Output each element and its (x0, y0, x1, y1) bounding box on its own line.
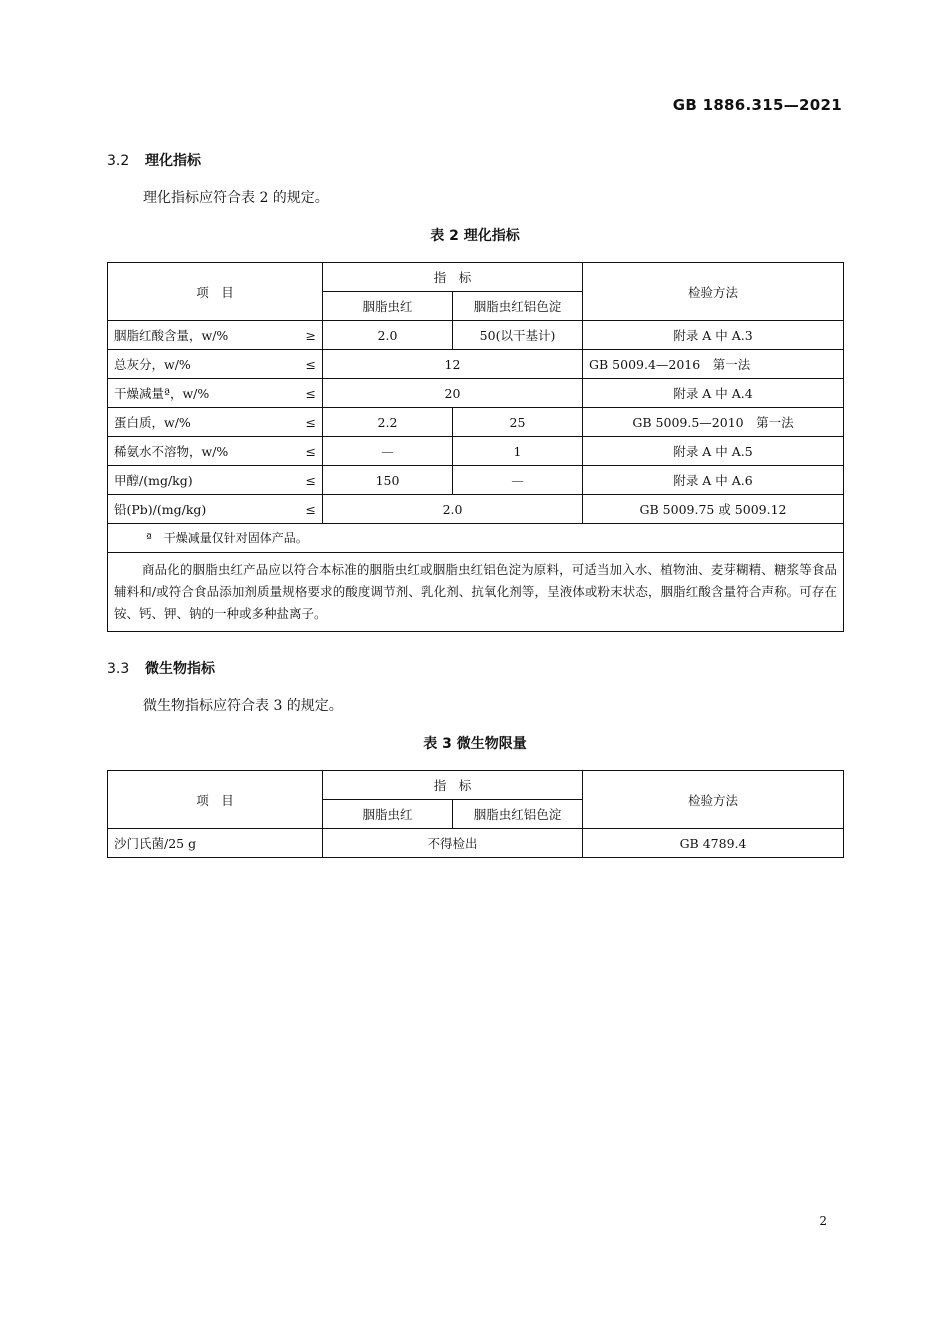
row-method: 附录 A 中 A.6 (583, 466, 844, 495)
table-row (108, 829, 844, 858)
row-method: 附录 A 中 A.4 (583, 379, 844, 408)
row-item (108, 379, 323, 408)
row-comparison-symbol: ≤ (305, 385, 316, 401)
row-item (108, 495, 323, 524)
row-value-a: 2.0 (323, 321, 453, 350)
section-3-2-heading (107, 150, 201, 170)
header-index: 指 标 (323, 263, 583, 292)
row-value-both: 20 (323, 379, 583, 408)
row-method: GB 5009.5—2010 第一法 (583, 408, 844, 437)
row-value-a: 2.2 (323, 408, 453, 437)
page-number: 2 (819, 1214, 827, 1228)
row-item (108, 829, 323, 858)
section-3-3-paragraph: 微生物指标应符合表 3 的规定。 (143, 698, 343, 714)
row-item (108, 408, 323, 437)
row-comparison-symbol: ≤ (305, 501, 316, 517)
table-2-caption: 表 2 理化指标 (430, 228, 520, 244)
row-item-wrap (114, 834, 316, 852)
row-value-b: 1 (453, 437, 583, 466)
table-row (108, 466, 844, 495)
row-item-label: 稀氨水不溶物，w/% (114, 444, 229, 459)
row-value-both: 12 (323, 350, 583, 379)
section-number: 3.2 (107, 153, 130, 169)
table-3-body (108, 829, 844, 858)
table-2-note: 商品化的胭脂虫红产品应以符合本标准的胭脂虫红或胭脂虫红铝色淀为原料，可适当加入水、植物油、麦芽糊精、糖浆等食品辅料和/或符合食品添加剂质量规格要求的酸度调节剂、乳化剂、抗氧化剂等，呈液体或粉末状态，胭脂红酸含量符合声称。可存在铵、钙、钾、钠的一种或多种盐离子。 (108, 553, 844, 632)
row-value-b: 50(以干基计) (453, 321, 583, 350)
header-item: 项 目 (108, 771, 323, 829)
row-item-wrap (114, 471, 316, 489)
row-value-both: 2.0 (323, 495, 583, 524)
header-col-a: 胭脂虫红 (323, 800, 453, 829)
row-comparison-symbol: ≤ (305, 472, 316, 488)
header-col-a: 胭脂虫红 (323, 292, 453, 321)
row-value-a: 150 (323, 466, 453, 495)
table-row (108, 495, 844, 524)
row-item-wrap (114, 442, 316, 460)
table-row (108, 350, 844, 379)
row-item-wrap (114, 413, 316, 431)
section-title: 理化指标 (145, 153, 201, 169)
table-3-caption: 表 3 微生物限量 (423, 736, 527, 752)
table-row (108, 437, 844, 466)
table-row (108, 321, 844, 350)
row-value-both: 不得检出 (323, 829, 583, 858)
row-method: GB 4789.4 (583, 829, 844, 858)
row-method: 附录 A 中 A.5 (583, 437, 844, 466)
row-value-b: 25 (453, 408, 583, 437)
header-index: 指 标 (323, 771, 583, 800)
row-item (108, 437, 323, 466)
row-item-label: 沙门氏菌/25 g (114, 836, 197, 851)
row-comparison-symbol: ≥ (305, 327, 316, 343)
table-row (108, 379, 844, 408)
row-item-label: 胭脂红酸含量，w/% (114, 328, 229, 343)
row-value-a: — (323, 437, 453, 466)
row-method: GB 5009.4—2016 第一法 (583, 350, 844, 379)
table-2-body (108, 321, 844, 524)
table-3 (107, 770, 844, 858)
standard-code-header: GB 1886.315—2021 (672, 96, 842, 114)
row-item (108, 466, 323, 495)
row-value-b: — (453, 466, 583, 495)
row-item-label: 甲醇/(mg/kg) (114, 473, 193, 488)
header-method: 检验方法 (583, 771, 844, 829)
row-item-wrap (114, 355, 316, 373)
row-item (108, 350, 323, 379)
section-number: 3.3 (107, 661, 130, 677)
row-item-label: 铅(Pb)/(mg/kg) (114, 502, 207, 517)
row-item-wrap (114, 500, 316, 518)
row-method: GB 5009.75 或 5009.12 (583, 495, 844, 524)
section-3-2-paragraph: 理化指标应符合表 2 的规定。 (143, 190, 329, 206)
row-item-label: 总灰分，w/% (114, 357, 191, 372)
header-method: 检验方法 (583, 263, 844, 321)
section-3-3-heading (107, 658, 215, 678)
table-2-footnote: ª 干燥减量仅针对固体产品。 (108, 524, 844, 553)
section-title: 微生物指标 (145, 661, 215, 677)
row-comparison-symbol: ≤ (305, 356, 316, 372)
header-item: 项 目 (108, 263, 323, 321)
row-item-label: 干燥减量ª，w/% (114, 386, 210, 401)
row-item-wrap (114, 384, 316, 402)
row-item-wrap (114, 326, 316, 344)
table-2 (107, 262, 844, 632)
row-item (108, 321, 323, 350)
row-comparison-symbol: ≤ (305, 414, 316, 430)
header-col-b: 胭脂虫红铝色淀 (453, 800, 583, 829)
row-method: 附录 A 中 A.3 (583, 321, 844, 350)
table-row (108, 408, 844, 437)
row-comparison-symbol: ≤ (305, 443, 316, 459)
row-item-label: 蛋白质，w/% (114, 415, 191, 430)
header-col-b: 胭脂虫红铝色淀 (453, 292, 583, 321)
